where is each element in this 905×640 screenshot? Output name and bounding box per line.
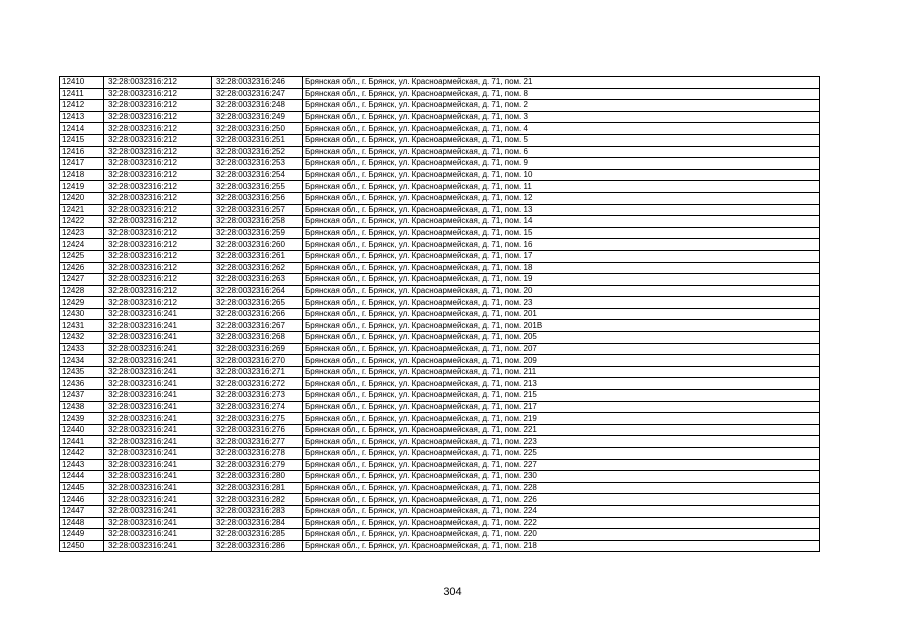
cadastral-number-cell: 32:28:0032316:268 (212, 332, 303, 344)
cadastral-number-cell: 32:28:0032316:279 (212, 459, 303, 471)
table-row (60, 285, 820, 297)
record-number-cell: 12427 (60, 274, 104, 286)
cadastral-number-cell: 32:28:0032316:284 (212, 517, 303, 529)
table-row (60, 482, 820, 494)
cadastral-number-cell: 32:28:0032316:285 (212, 529, 303, 541)
parent-cadastral-number-cell: 32:28:0032316:241 (104, 471, 212, 483)
address-cell: Брянская обл., г. Брянск, ул. Красноармейская, д. 71, пом. 15 (303, 227, 820, 239)
record-number-cell: 12437 (60, 390, 104, 402)
cadastral-number-cell: 32:28:0032316:280 (212, 471, 303, 483)
cadastral-number-cell: 32:28:0032316:254 (212, 169, 303, 181)
address-cell: Брянская обл., г. Брянск, ул. Красноармейская, д. 71, пом. 19 (303, 274, 820, 286)
table-row (60, 250, 820, 262)
table-row (60, 529, 820, 541)
cadastral-number-cell: 32:28:0032316:250 (212, 123, 303, 135)
record-number-cell: 12420 (60, 192, 104, 204)
record-number-cell: 12414 (60, 123, 104, 135)
cadastral-number-cell: 32:28:0032316:257 (212, 204, 303, 216)
cadastral-number-cell: 32:28:0032316:249 (212, 111, 303, 123)
table-row (60, 343, 820, 355)
table-row (60, 401, 820, 413)
table-row (60, 505, 820, 517)
parent-cadastral-number-cell: 32:28:0032316:241 (104, 308, 212, 320)
record-number-cell: 12450 (60, 540, 104, 552)
table-row (60, 424, 820, 436)
parent-cadastral-number-cell: 32:28:0032316:241 (104, 366, 212, 378)
address-cell: Брянская обл., г. Брянск, ул. Красноармейская, д. 71, пом. 219 (303, 413, 820, 425)
cadastral-number-cell: 32:28:0032316:272 (212, 378, 303, 390)
address-cell: Брянская обл., г. Брянск, ул. Красноармейская, д. 71, пом. 207 (303, 343, 820, 355)
record-number-cell: 12429 (60, 297, 104, 309)
cadastral-number-cell: 32:28:0032316:261 (212, 250, 303, 262)
parent-cadastral-number-cell: 32:28:0032316:212 (104, 181, 212, 193)
parent-cadastral-number-cell: 32:28:0032316:212 (104, 204, 212, 216)
parent-cadastral-number-cell: 32:28:0032316:241 (104, 494, 212, 506)
parent-cadastral-number-cell: 32:28:0032316:241 (104, 459, 212, 471)
record-number-cell: 12422 (60, 216, 104, 228)
parent-cadastral-number-cell: 32:28:0032316:212 (104, 262, 212, 274)
records-table (59, 76, 820, 552)
parent-cadastral-number-cell: 32:28:0032316:212 (104, 146, 212, 158)
record-number-cell: 12424 (60, 239, 104, 251)
record-number-cell: 12445 (60, 482, 104, 494)
address-cell: Брянская обл., г. Брянск, ул. Красноармейская, д. 71, пом. 10 (303, 169, 820, 181)
table-row (60, 274, 820, 286)
cadastral-number-cell: 32:28:0032316:271 (212, 366, 303, 378)
parent-cadastral-number-cell: 32:28:0032316:212 (104, 216, 212, 228)
table-row (60, 111, 820, 123)
record-number-cell: 12439 (60, 413, 104, 425)
parent-cadastral-number-cell: 32:28:0032316:241 (104, 540, 212, 552)
record-number-cell: 12442 (60, 448, 104, 460)
record-number-cell: 12417 (60, 158, 104, 170)
address-cell: Брянская обл., г. Брянск, ул. Красноармейская, д. 71, пом. 218 (303, 540, 820, 552)
record-number-cell: 12434 (60, 355, 104, 367)
parent-cadastral-number-cell: 32:28:0032316:241 (104, 355, 212, 367)
table-row (60, 540, 820, 552)
record-number-cell: 12433 (60, 343, 104, 355)
address-cell: Брянская обл., г. Брянск, ул. Красноармейская, д. 71, пом. 2 (303, 100, 820, 112)
table-row (60, 100, 820, 112)
cadastral-number-cell: 32:28:0032316:281 (212, 482, 303, 494)
table-row (60, 332, 820, 344)
record-number-cell: 12412 (60, 100, 104, 112)
cadastral-number-cell: 32:28:0032316:260 (212, 239, 303, 251)
record-number-cell: 12436 (60, 378, 104, 390)
table-row (60, 448, 820, 460)
parent-cadastral-number-cell: 32:28:0032316:212 (104, 77, 212, 89)
cadastral-number-cell: 32:28:0032316:253 (212, 158, 303, 170)
table-row (60, 378, 820, 390)
table-row (60, 239, 820, 251)
parent-cadastral-number-cell: 32:28:0032316:212 (104, 227, 212, 239)
address-cell: Брянская обл., г. Брянск, ул. Красноармейская, д. 71, пом. 224 (303, 505, 820, 517)
record-number-cell: 12441 (60, 436, 104, 448)
parent-cadastral-number-cell: 32:28:0032316:241 (104, 448, 212, 460)
address-cell: Брянская обл., г. Брянск, ул. Красноармейская, д. 71, пом. 227 (303, 459, 820, 471)
address-cell: Брянская обл., г. Брянск, ул. Красноармейская, д. 71, пом. 14 (303, 216, 820, 228)
address-cell: Брянская обл., г. Брянск, ул. Красноармейская, д. 71, пом. 225 (303, 448, 820, 460)
cadastral-number-cell: 32:28:0032316:263 (212, 274, 303, 286)
record-number-cell: 12431 (60, 320, 104, 332)
parent-cadastral-number-cell: 32:28:0032316:241 (104, 343, 212, 355)
record-number-cell: 12435 (60, 366, 104, 378)
cadastral-number-cell: 32:28:0032316:277 (212, 436, 303, 448)
record-number-cell: 12413 (60, 111, 104, 123)
cadastral-number-cell: 32:28:0032316:278 (212, 448, 303, 460)
address-cell: Брянская обл., г. Брянск, ул. Красноармейская, д. 71, пом. 13 (303, 204, 820, 216)
cadastral-number-cell: 32:28:0032316:274 (212, 401, 303, 413)
cadastral-number-cell: 32:28:0032316:258 (212, 216, 303, 228)
table-row (60, 227, 820, 239)
record-number-cell: 12430 (60, 308, 104, 320)
parent-cadastral-number-cell: 32:28:0032316:212 (104, 239, 212, 251)
table-row (60, 459, 820, 471)
table-row (60, 134, 820, 146)
address-cell: Брянская обл., г. Брянск, ул. Красноармейская, д. 71, пом. 201В (303, 320, 820, 332)
address-cell: Брянская обл., г. Брянск, ул. Красноармейская, д. 71, пом. 209 (303, 355, 820, 367)
parent-cadastral-number-cell: 32:28:0032316:241 (104, 413, 212, 425)
record-number-cell: 12447 (60, 505, 104, 517)
address-cell: Брянская обл., г. Брянск, ул. Красноармейская, д. 71, пом. 205 (303, 332, 820, 344)
parent-cadastral-number-cell: 32:28:0032316:241 (104, 424, 212, 436)
table-row (60, 204, 820, 216)
table-row (60, 169, 820, 181)
address-cell: Брянская обл., г. Брянск, ул. Красноармейская, д. 71, пом. 6 (303, 146, 820, 158)
parent-cadastral-number-cell: 32:28:0032316:212 (104, 111, 212, 123)
record-number-cell: 12423 (60, 227, 104, 239)
parent-cadastral-number-cell: 32:28:0032316:241 (104, 482, 212, 494)
address-cell: Брянская обл., г. Брянск, ул. Красноармейская, д. 71, пом. 21 (303, 77, 820, 89)
record-number-cell: 12426 (60, 262, 104, 274)
record-number-cell: 12446 (60, 494, 104, 506)
cadastral-number-cell: 32:28:0032316:275 (212, 413, 303, 425)
parent-cadastral-number-cell: 32:28:0032316:212 (104, 100, 212, 112)
record-number-cell: 12443 (60, 459, 104, 471)
table-row (60, 366, 820, 378)
cadastral-number-cell: 32:28:0032316:266 (212, 308, 303, 320)
cadastral-number-cell: 32:28:0032316:252 (212, 146, 303, 158)
cadastral-number-cell: 32:28:0032316:247 (212, 88, 303, 100)
record-number-cell: 12449 (60, 529, 104, 541)
address-cell: Брянская обл., г. Брянск, ул. Красноармейская, д. 71, пом. 228 (303, 482, 820, 494)
parent-cadastral-number-cell: 32:28:0032316:212 (104, 285, 212, 297)
record-number-cell: 12448 (60, 517, 104, 529)
table-row (60, 77, 820, 89)
parent-cadastral-number-cell: 32:28:0032316:241 (104, 436, 212, 448)
record-number-cell: 12410 (60, 77, 104, 89)
cadastral-number-cell: 32:28:0032316:248 (212, 100, 303, 112)
address-cell: Брянская обл., г. Брянск, ул. Красноармейская, д. 71, пом. 217 (303, 401, 820, 413)
table-row (60, 413, 820, 425)
record-number-cell: 12432 (60, 332, 104, 344)
address-cell: Брянская обл., г. Брянск, ул. Красноармейская, д. 71, пом. 223 (303, 436, 820, 448)
record-number-cell: 12444 (60, 471, 104, 483)
parent-cadastral-number-cell: 32:28:0032316:212 (104, 123, 212, 135)
cadastral-number-cell: 32:28:0032316:262 (212, 262, 303, 274)
address-cell: Брянская обл., г. Брянск, ул. Красноармейская, д. 71, пом. 211 (303, 366, 820, 378)
table-row (60, 158, 820, 170)
address-cell: Брянская обл., г. Брянск, ул. Красноармейская, д. 71, пом. 221 (303, 424, 820, 436)
cadastral-number-cell: 32:28:0032316:269 (212, 343, 303, 355)
parent-cadastral-number-cell: 32:28:0032316:212 (104, 297, 212, 309)
parent-cadastral-number-cell: 32:28:0032316:212 (104, 134, 212, 146)
cadastral-number-cell: 32:28:0032316:256 (212, 192, 303, 204)
record-number-cell: 12415 (60, 134, 104, 146)
address-cell: Брянская обл., г. Брянск, ул. Красноармейская, д. 71, пом. 230 (303, 471, 820, 483)
cadastral-number-cell: 32:28:0032316:283 (212, 505, 303, 517)
page-number: 304 (443, 586, 462, 598)
table-row (60, 308, 820, 320)
table-row (60, 262, 820, 274)
address-cell: Брянская обл., г. Брянск, ул. Красноармейская, д. 71, пом. 5 (303, 134, 820, 146)
cadastral-number-cell: 32:28:0032316:246 (212, 77, 303, 89)
parent-cadastral-number-cell: 32:28:0032316:212 (104, 250, 212, 262)
address-cell: Брянская обл., г. Брянск, ул. Красноармейская, д. 71, пом. 23 (303, 297, 820, 309)
address-cell: Брянская обл., г. Брянск, ул. Красноармейская, д. 71, пом. 9 (303, 158, 820, 170)
cadastral-number-cell: 32:28:0032316:255 (212, 181, 303, 193)
parent-cadastral-number-cell: 32:28:0032316:241 (104, 332, 212, 344)
cadastral-number-cell: 32:28:0032316:259 (212, 227, 303, 239)
record-number-cell: 12419 (60, 181, 104, 193)
parent-cadastral-number-cell: 32:28:0032316:241 (104, 320, 212, 332)
cadastral-number-cell: 32:28:0032316:273 (212, 390, 303, 402)
address-cell: Брянская обл., г. Брянск, ул. Красноармейская, д. 71, пом. 222 (303, 517, 820, 529)
cadastral-number-cell: 32:28:0032316:265 (212, 297, 303, 309)
table-row (60, 494, 820, 506)
record-number-cell: 12416 (60, 146, 104, 158)
parent-cadastral-number-cell: 32:28:0032316:241 (104, 529, 212, 541)
address-cell: Брянская обл., г. Брянск, ул. Красноармейская, д. 71, пом. 8 (303, 88, 820, 100)
address-cell: Брянская обл., г. Брянск, ул. Красноармейская, д. 71, пом. 16 (303, 239, 820, 251)
parent-cadastral-number-cell: 32:28:0032316:212 (104, 88, 212, 100)
parent-cadastral-number-cell: 32:28:0032316:241 (104, 401, 212, 413)
record-number-cell: 12440 (60, 424, 104, 436)
records-table-body (60, 77, 820, 552)
table-row (60, 355, 820, 367)
table-row (60, 123, 820, 135)
address-cell: Брянская обл., г. Брянск, ул. Красноармейская, д. 71, пом. 215 (303, 390, 820, 402)
address-cell: Брянская обл., г. Брянск, ул. Красноармейская, д. 71, пом. 12 (303, 192, 820, 204)
address-cell: Брянская обл., г. Брянск, ул. Красноармейская, д. 71, пом. 18 (303, 262, 820, 274)
table-row (60, 88, 820, 100)
parent-cadastral-number-cell: 32:28:0032316:241 (104, 390, 212, 402)
address-cell: Брянская обл., г. Брянск, ул. Красноармейская, д. 71, пом. 213 (303, 378, 820, 390)
parent-cadastral-number-cell: 32:28:0032316:212 (104, 169, 212, 181)
address-cell: Брянская обл., г. Брянск, ул. Красноармейская, д. 71, пом. 11 (303, 181, 820, 193)
parent-cadastral-number-cell: 32:28:0032316:241 (104, 517, 212, 529)
parent-cadastral-number-cell: 32:28:0032316:212 (104, 158, 212, 170)
record-number-cell: 12418 (60, 169, 104, 181)
parent-cadastral-number-cell: 32:28:0032316:212 (104, 274, 212, 286)
record-number-cell: 12438 (60, 401, 104, 413)
address-cell: Брянская обл., г. Брянск, ул. Красноармейская, д. 71, пом. 3 (303, 111, 820, 123)
record-number-cell: 12411 (60, 88, 104, 100)
address-cell: Брянская обл., г. Брянск, ул. Красноармейская, д. 71, пом. 20 (303, 285, 820, 297)
cadastral-number-cell: 32:28:0032316:270 (212, 355, 303, 367)
cadastral-number-cell: 32:28:0032316:267 (212, 320, 303, 332)
cadastral-number-cell: 32:28:0032316:286 (212, 540, 303, 552)
record-number-cell: 12428 (60, 285, 104, 297)
table-row (60, 216, 820, 228)
address-cell: Брянская обл., г. Брянск, ул. Красноармейская, д. 71, пом. 201 (303, 308, 820, 320)
address-cell: Брянская обл., г. Брянск, ул. Красноармейская, д. 71, пом. 17 (303, 250, 820, 262)
record-number-cell: 12421 (60, 204, 104, 216)
address-cell: Брянская обл., г. Брянск, ул. Красноармейская, д. 71, пом. 4 (303, 123, 820, 135)
table-row (60, 471, 820, 483)
cadastral-number-cell: 32:28:0032316:276 (212, 424, 303, 436)
parent-cadastral-number-cell: 32:28:0032316:241 (104, 505, 212, 517)
table-row (60, 192, 820, 204)
parent-cadastral-number-cell: 32:28:0032316:241 (104, 378, 212, 390)
table-row (60, 146, 820, 158)
table-row (60, 297, 820, 309)
record-number-cell: 12425 (60, 250, 104, 262)
table-row (60, 390, 820, 402)
cadastral-number-cell: 32:28:0032316:264 (212, 285, 303, 297)
address-cell: Брянская обл., г. Брянск, ул. Красноармейская, д. 71, пом. 220 (303, 529, 820, 541)
address-cell: Брянская обл., г. Брянск, ул. Красноармейская, д. 71, пом. 226 (303, 494, 820, 506)
cadastral-number-cell: 32:28:0032316:251 (212, 134, 303, 146)
parent-cadastral-number-cell: 32:28:0032316:212 (104, 192, 212, 204)
table-row (60, 181, 820, 193)
table-row (60, 517, 820, 529)
cadastral-number-cell: 32:28:0032316:282 (212, 494, 303, 506)
table-row (60, 436, 820, 448)
table-row (60, 320, 820, 332)
